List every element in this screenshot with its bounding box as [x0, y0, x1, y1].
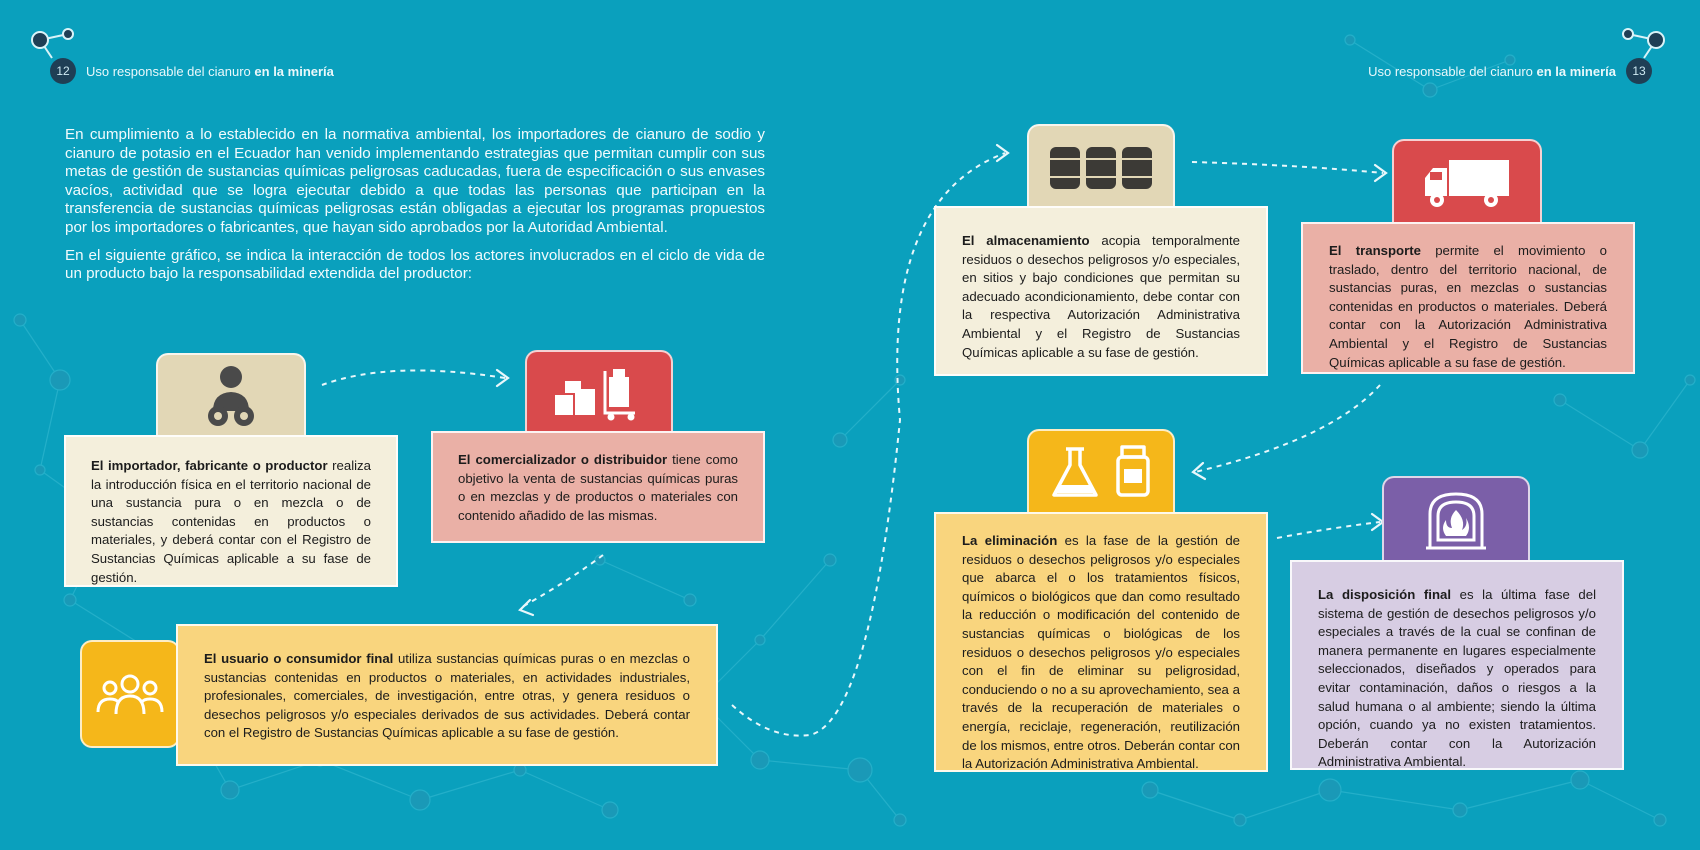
- disposicion-title: La disposición final: [1318, 587, 1452, 602]
- flask-jar-icon: [1046, 443, 1156, 503]
- almacenamiento-card: [934, 206, 1268, 376]
- importador-text: realiza la introducción física en el territorio nacional de una sustancia pura o en mezcla o de sustancias contenidas en productos o materiales, y deberá contar con el Registro de Sustancias Químicas aplicable a su fase de gestión.: [91, 458, 371, 585]
- molecule-logo-left: [32, 29, 73, 58]
- comercializador-title: El comercializador o distribuidor: [458, 452, 668, 467]
- usuario-card: [176, 624, 718, 766]
- left-page-header: [50, 58, 334, 84]
- people-group-icon: [90, 666, 170, 722]
- transporte-card: [1301, 222, 1635, 374]
- intro-paragraph-1: En cumplimiento a lo establecido en la normativa ambiental, los importadores de cianuro de sodio y cianuro de potasio en el Ecuador han venido implementando estrategias que permitan cumplir con sus metas de gestión de sustancias químicas peligrosas caducadas, fuera de especificación o sus envases vacíos, actividad que se logra ejecutar debido a que todas las personas que participan en la transferencia de sustancias químicas peligrosas están obligadas a ejecutar los programas propuestos por los importadores o fabricantes, que hayan sido aprobados por la Autoridad Ambiental.: [65, 126, 765, 236]
- truck-icon: [1421, 156, 1513, 210]
- almacenamiento-title: El almacenamiento: [962, 233, 1090, 248]
- disposicion-icon-tab: [1382, 476, 1530, 562]
- almacenamiento-icon-tab: [1027, 124, 1175, 210]
- intro-paragraph-2: En el siguiente gráfico, se indica la interacción de todos los actores involucrados en el ciclo de vida de un producto bajo la responsabilidad extendida del productor:: [65, 246, 765, 283]
- comercializador-text: tiene como objetivo la venta de sustancias químicas puras o en mezclas y de productos o materiales con contenido añadido de las mismas.: [458, 452, 738, 523]
- person-gears-icon: [199, 361, 263, 431]
- right-page-header: [1368, 58, 1652, 84]
- intro-text: [65, 126, 765, 284]
- transporte-title: El transporte: [1329, 243, 1421, 258]
- header-title-regular: Uso responsable del cianuro: [1368, 63, 1533, 79]
- usuario-icon-tab: [80, 640, 180, 748]
- barrels-icon: [1046, 143, 1156, 193]
- comercializador-card: [431, 431, 765, 543]
- almacenamiento-text: acopia temporalmente residuos o desechos peligrosos y/o especiales, en sitios y bajo condiciones que permitan su adecuado acondicionamiento, debe contar con la respectiva Autorización Administrativa Ambiental y el Registro de Sustancias Químicas aplicable a su fase de gestión.: [962, 233, 1240, 360]
- header-title-bold: en la minería: [1536, 63, 1616, 79]
- usuario-text: utiliza sustancias químicas puras o en mezclas o sustancias contenidas en productos o materiales, en actividades industriales, profesionales, comerciales, de investigación, entre otras, y genera residuos o desechos peligrosos y/o especiales derivados de sus actividades. Deberá contar con el Registro de Sustancias Químicas aplicable a su fase de gestión.: [204, 651, 690, 741]
- importador-icon-tab: [156, 353, 306, 437]
- disposicion-text: es la última fase del sistema de gestión de desechos peligrosos y/o especiales a través de la cual se confinan de manera permanente en lugares especialmente seleccionados, diseñados y operados para evitar contaminación, daños o riesgos a la salud humana o al ambiente; siendo la última opción, cuando ya no existen tratamientos. Deberán contar con la Autorización Administrativa Ambiental.: [1318, 587, 1596, 770]
- disposicion-card: [1290, 560, 1624, 770]
- transporte-icon-tab: [1392, 139, 1542, 225]
- importador-title: El importador, fabricante o productor: [91, 458, 328, 473]
- comercializador-icon-tab: [525, 350, 673, 436]
- page-number-right: 13: [1626, 58, 1652, 84]
- header-title-regular: Uso responsable del cianuro: [86, 63, 251, 79]
- page-number-left: 12: [50, 58, 76, 84]
- eliminacion-card: [934, 512, 1268, 772]
- importador-card: [64, 435, 398, 587]
- usuario-title: El usuario o consumidor final: [204, 651, 394, 666]
- boxes-cart-icon: [551, 367, 647, 421]
- eliminacion-title: La eliminación: [962, 533, 1058, 548]
- molecule-logo-right: [1623, 29, 1664, 58]
- eliminacion-icon-tab: [1027, 429, 1175, 515]
- furnace-fire-icon: [1424, 488, 1488, 552]
- transporte-text: permite el movimiento o traslado, dentro del territorio nacional, de sustancias puras, en mezclas o sustancias contenidas en productos o materiales. Deberá contar con la Autorización Administrativa Ambiental y el Registro de Sustancias Químicas aplicable a su fase de gestión.: [1329, 243, 1608, 370]
- header-title-bold: en la minería: [254, 63, 334, 79]
- eliminacion-text: es la fase de la gestión de residuos o desechos peligrosos y/o especiales que abarca el o los tratamientos físicos, químicos o biológicos que dan como resultado la reducción o modificación del contenido de sustancias químicas o biológicas de los residuos o desechos peligrosos y/o especiales con el fin de eliminar su peligrosidad, conduciendo o no a su aprovechamiento, sea a través de la recuperación de materiales o energía, reciclaje, regeneración, reutilización de los mismos, entre otros. Deberán contar con la Autorización Administrativa Ambiental.: [962, 533, 1240, 772]
